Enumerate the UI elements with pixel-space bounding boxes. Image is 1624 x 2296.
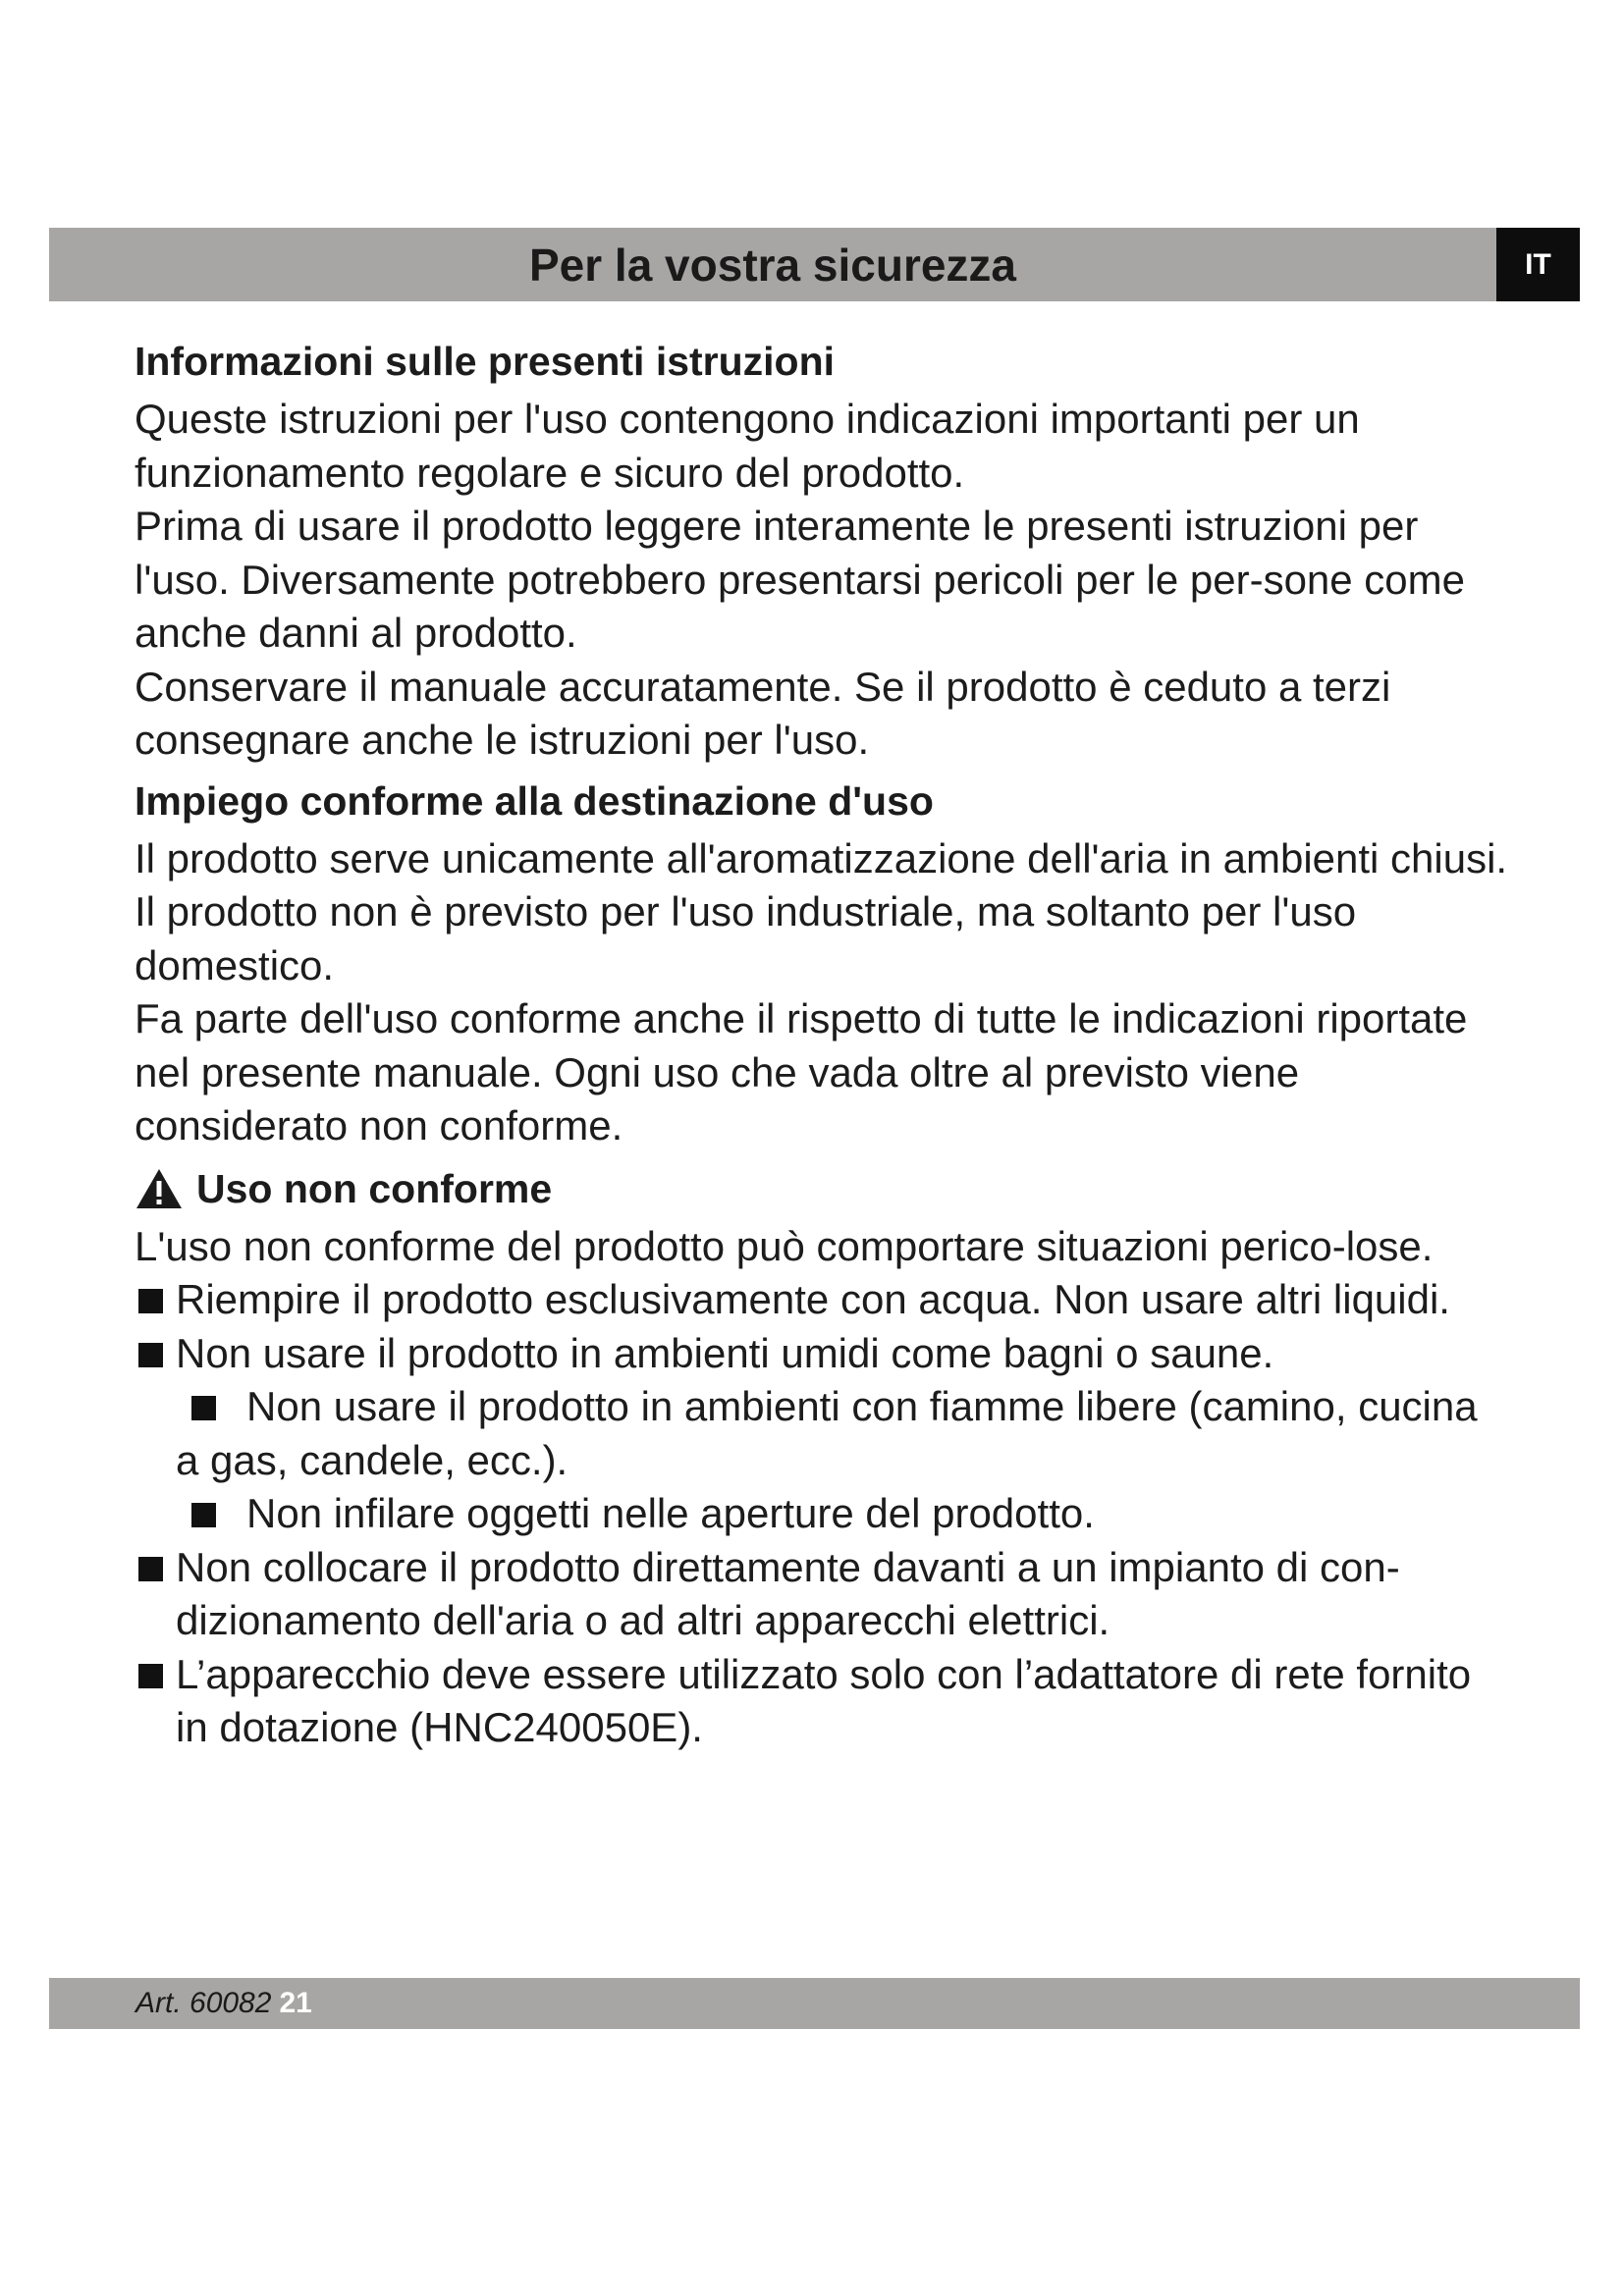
section-heading-impiego: Impiego conforme alla destinazione d'uso bbox=[135, 777, 934, 824]
content bbox=[135, 334, 1509, 1755]
section-heading-uso-non-conforme bbox=[135, 1161, 1509, 1220]
paragraph: Fa parte dell'uso conforme anche il rispetto di tutte le indicazioni riportate nel presente manuale. Ogni uso che vada oltre al previsto viene considerato non conforme. bbox=[135, 995, 1468, 1148]
list-item bbox=[135, 1648, 1509, 1755]
paragraph: Conservare il manuale accuratamente. Se il prodotto è ceduto a terzi consegnare anche le istruzioni per l'uso. bbox=[135, 663, 1391, 763]
list-item-text: L’apparecchio deve essere utilizzato solo con l’adattatore di rete fornito in dotazione (HNC240050E). bbox=[176, 1650, 1472, 1750]
square-bullet-icon bbox=[138, 1664, 163, 1688]
bullet-list bbox=[135, 1273, 1509, 1755]
square-bullet-icon bbox=[191, 1503, 216, 1527]
header-bar bbox=[49, 228, 1496, 301]
paragraph: Prima di usare il prodotto leggere interamente le presenti istruzioni per l'uso. Diversamente potrebbero presentarsi pericoli per le per-sone come anche danni al prodotto. bbox=[135, 503, 1466, 656]
list-item-text: Non collocare il prodotto direttamente davanti a un impianto di con-dizionamento dell'aria o ad altri apparecchi elettrici. bbox=[176, 1543, 1400, 1643]
square-bullet-icon bbox=[138, 1343, 163, 1367]
list-item-text: Non infilare oggetti nelle aperture del prodotto. bbox=[246, 1490, 1095, 1536]
list-item bbox=[135, 1380, 1509, 1487]
list-item bbox=[135, 1487, 1509, 1541]
list-item bbox=[135, 1273, 1509, 1327]
page-number: 21 bbox=[279, 1987, 312, 2019]
square-bullet-icon bbox=[138, 1557, 163, 1581]
list-item-text: Non usare il prodotto in ambienti umidi come bagni o saune. bbox=[176, 1329, 1274, 1376]
list-item-text: Riempire il prodotto esclusivamente con acqua. Non usare altri liquidi. bbox=[176, 1276, 1450, 1322]
list-item bbox=[135, 1327, 1509, 1381]
language-badge: IT bbox=[1496, 228, 1580, 301]
square-bullet-icon bbox=[138, 1289, 163, 1313]
paragraph: Il prodotto serve unicamente all'aromatizzazione dell'aria in ambienti chiusi. Il prodotto non è previsto per l'uso industriale, ma soltanto per l'uso domestico. bbox=[135, 834, 1508, 988]
list-item-text: Non usare il prodotto in ambienti con fiamme libere (camino, cucina a gas, candele, ecc.). bbox=[176, 1383, 1478, 1483]
paragraph: L'uso non conforme del prodotto può comportare situazioni perico-lose. bbox=[135, 1222, 1434, 1269]
section-heading-label: Uso non conforme bbox=[196, 1165, 553, 1211]
page-title: Per la vostra sicurezza bbox=[528, 239, 1017, 291]
paragraph: Queste istruzioni per l'uso contengono indicazioni importanti per un funzionamento regolare e sicuro del prodotto. bbox=[135, 396, 1360, 496]
square-bullet-icon bbox=[191, 1396, 216, 1420]
warning-triangle-icon bbox=[135, 1167, 184, 1210]
list-item bbox=[135, 1541, 1509, 1648]
section-heading-informazioni: Informazioni sulle presenti istruzioni bbox=[135, 339, 836, 384]
footer-bar bbox=[49, 1978, 1580, 2029]
article-number: Art. 60082 bbox=[135, 1987, 272, 2019]
